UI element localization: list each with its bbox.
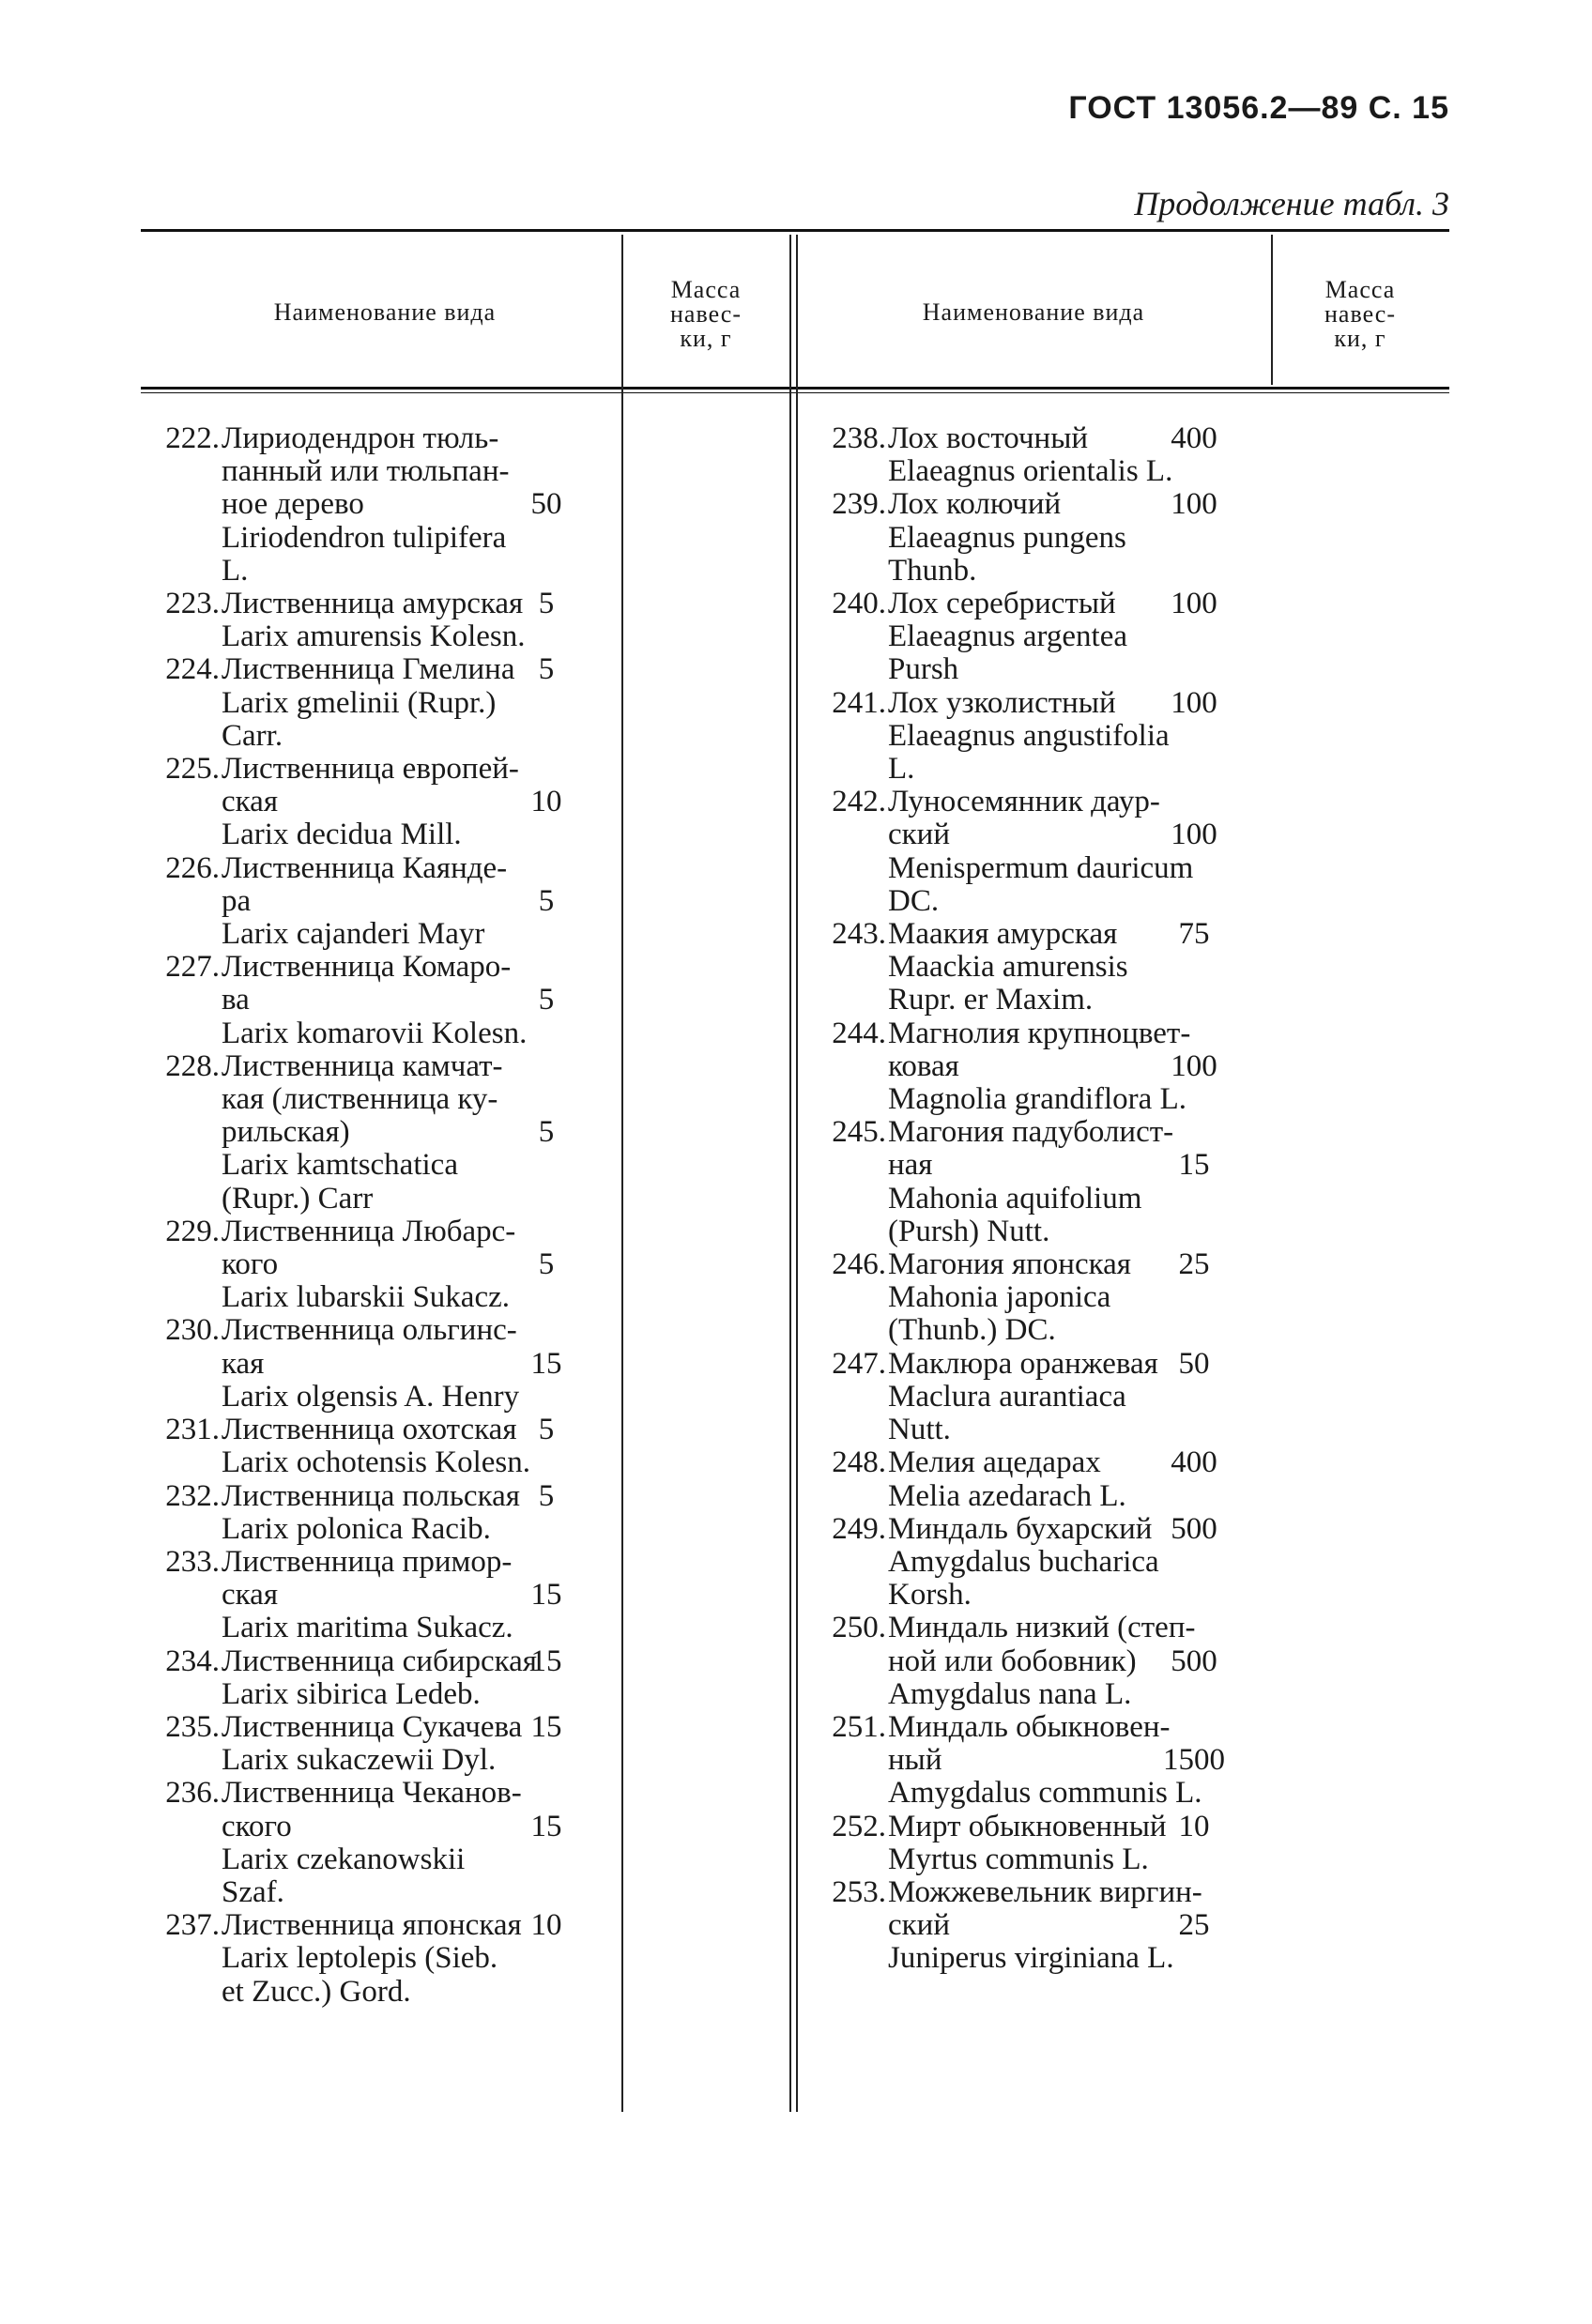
species-number: 251. (832, 1709, 886, 1744)
species-name-line: Лиственница Каянде- (222, 850, 508, 885)
species-name-line: Лиственница польская (222, 1478, 520, 1513)
sample-mass: 25 (1178, 1247, 1210, 1282)
sample-mass: 100 (1171, 1048, 1217, 1083)
species-name-line: ского (222, 1809, 292, 1843)
species-number: 243. (832, 917, 886, 952)
species-number: 247. (832, 1346, 886, 1381)
species-name-line: Larix lubarskii Sukacz. (222, 1280, 510, 1315)
table-header-rule-thin (141, 392, 1449, 393)
species-name-line: ский (888, 818, 950, 852)
left-column (143, 422, 618, 2009)
species-name-line: Korsh. (888, 1578, 972, 1613)
species-name-line: ная (888, 1148, 933, 1183)
sample-mass: 50 (530, 487, 562, 522)
sample-mass: 10 (1178, 1809, 1210, 1843)
species-name-line: (Pursh) Nutt. (888, 1214, 1050, 1248)
table-row (143, 1546, 618, 1645)
species-name-line: Лох колючий (888, 487, 1062, 522)
table-row (143, 1909, 618, 2009)
column-header-name-right: Наименование вида (922, 298, 1145, 326)
sample-mass: 400 (1171, 421, 1217, 455)
species-name-line: Лиственница ольгинс- (222, 1313, 517, 1348)
species-name-line: ская (222, 785, 279, 819)
species-name-line: Larix czekanowskii (222, 1842, 466, 1876)
species-number: 240. (832, 587, 886, 621)
species-number: 226. (165, 850, 220, 885)
species-name-line: (Rupr.) Carr (222, 1181, 374, 1216)
species-number: 245. (832, 1115, 886, 1150)
species-name-line: Лиственница европей- (222, 752, 519, 787)
table-row (143, 852, 618, 952)
species-number: 223. (165, 587, 220, 621)
species-name-line: Larix sibirica Ledeb. (222, 1676, 481, 1711)
sample-mass: 15 (1178, 1148, 1210, 1183)
sample-mass: 5 (538, 1413, 555, 1447)
species-name-line: Larix komarovii Kolesn. (222, 1016, 528, 1050)
species-name-line: Larix leptolepis (Sieb. (222, 1941, 498, 1976)
species-name-line: Mahonia aquifolium (888, 1181, 1142, 1216)
sample-mass: 15 (530, 1809, 562, 1843)
table-row (807, 1513, 1267, 1613)
species-number: 232. (165, 1478, 220, 1513)
species-number: 227. (165, 950, 220, 985)
sample-mass: 500 (1171, 1511, 1217, 1546)
table-continuation-label: Продолжение табл. 3 (1134, 185, 1449, 222)
species-number: 225. (165, 752, 220, 787)
species-name-line: Миндаль низкий (степ- (888, 1611, 1196, 1645)
species-name-line: Juniperus virginiana L. (888, 1941, 1174, 1976)
species-number: 242. (832, 785, 886, 819)
species-name-line: Маакия амурская (888, 917, 1118, 952)
table-row (807, 918, 1267, 1017)
table-header-rule (141, 387, 1449, 390)
species-number: 246. (832, 1247, 886, 1282)
species-name-line: Лиственница Любарс- (222, 1214, 516, 1248)
species-name-line: Лиственница Сукачева (222, 1709, 523, 1744)
species-name-line: Larix cajanderi Mayr (222, 917, 485, 952)
species-name-line: Мирт обыкновенный (888, 1809, 1167, 1843)
sample-mass: 15 (530, 1346, 562, 1381)
species-name-line: Можжевельник виргин- (888, 1874, 1202, 1909)
sample-mass: 25 (1178, 1908, 1210, 1943)
species-number: 236. (165, 1776, 220, 1811)
species-name-line: Rupr. er Maxim. (888, 983, 1094, 1017)
table-row (143, 1414, 618, 1479)
column-header-mass-left: Масса навес- ки, г (670, 276, 742, 352)
table-row (807, 488, 1267, 588)
sample-mass: 5 (538, 1115, 555, 1150)
table-row (807, 588, 1267, 687)
table-row (143, 1711, 618, 1777)
sample-mass: 5 (538, 983, 555, 1017)
sample-mass: 5 (538, 1478, 555, 1513)
table-row (807, 1811, 1267, 1876)
table-row (807, 1348, 1267, 1447)
sample-mass: 5 (538, 883, 555, 918)
species-number: 228. (165, 1048, 220, 1083)
column-header-mass-right: Масса навес- ки, г (1324, 276, 1396, 352)
species-name-line: Лиственница сибирская (222, 1644, 537, 1678)
species-name-line: ковая (888, 1048, 959, 1083)
species-name-line: Maackia amurensis (888, 950, 1128, 985)
species-name-line: Liriodendron tulipifera (222, 520, 507, 555)
table-row (143, 422, 618, 588)
sample-mass: 15 (530, 1578, 562, 1613)
species-name-line: кая (лиственница ку- (222, 1082, 498, 1117)
species-name-line: Maclura aurantiaca (888, 1379, 1126, 1414)
species-name-line: Elaeagnus argentea (888, 619, 1128, 654)
sample-mass: 1500 (1163, 1743, 1225, 1778)
species-name-line: (Thunb.) DC. (888, 1313, 1056, 1348)
species-name-line: Лох серебристый (888, 587, 1116, 621)
table-row (807, 687, 1267, 787)
table-row (143, 951, 618, 1050)
table-row (807, 1116, 1267, 1248)
species-name-line: Carr. (222, 718, 283, 753)
species-name-line: Larix amurensis Kolesn. (222, 619, 526, 654)
species-name-line: Amygdalus bucharica (888, 1544, 1159, 1579)
species-name-line: Лох узколистный (888, 685, 1116, 720)
table-row (143, 588, 618, 653)
table-row (807, 1711, 1267, 1811)
species-name-line: Larix kamtschatica (222, 1148, 458, 1183)
species-name-line: Магония падуболист- (888, 1115, 1174, 1150)
species-name-line: Larix ochotensis Kolesn. (222, 1445, 531, 1480)
species-name-line: Magnolia grandiflora L. (888, 1082, 1186, 1117)
species-name-line: Larix decidua Mill. (222, 818, 462, 852)
species-name-line: Melia azedarach L. (888, 1478, 1126, 1513)
species-number: 249. (832, 1511, 886, 1546)
sample-mass: 5 (538, 652, 555, 687)
species-name-line: Elaeagnus pungens (888, 520, 1126, 555)
table-row (143, 1480, 618, 1546)
species-name-line: Луносемянник даур- (888, 785, 1160, 819)
species-number: 237. (165, 1908, 220, 1943)
sample-mass: 100 (1171, 818, 1217, 852)
species-name-line: Larix polonica Racib. (222, 1511, 491, 1546)
species-name-line: ра (222, 883, 252, 918)
species-name-line: ный (888, 1743, 942, 1778)
species-name-line: ская (222, 1578, 279, 1613)
species-number: 229. (165, 1214, 220, 1248)
table-row (807, 1446, 1267, 1512)
sample-mass: 100 (1171, 587, 1217, 621)
species-name-line: Larix sukaczewii Dyl. (222, 1743, 497, 1778)
species-number: 238. (832, 421, 886, 455)
sample-mass: 500 (1171, 1644, 1217, 1678)
species-name-line: Thunb. (888, 553, 977, 588)
table-row (143, 653, 618, 753)
species-name-line: Nutt. (888, 1413, 951, 1447)
species-name-line: Миндаль бухарский (888, 1511, 1153, 1546)
right-column (807, 422, 1267, 1976)
species-name-line: Мелия ацедарах (888, 1445, 1101, 1480)
species-name-line: Лиственница Гмелина (222, 652, 515, 687)
species-name-line: Маклюра оранжевая (888, 1346, 1158, 1381)
species-name-line: L. (888, 752, 915, 787)
species-name-line: ное дерево (222, 487, 364, 522)
table-row (143, 1777, 618, 1909)
species-name-line: Amygdalus communis L. (888, 1776, 1202, 1811)
species-name-line: Лох восточный (888, 421, 1089, 455)
species-name-line: DC. (888, 883, 940, 918)
species-number: 248. (832, 1445, 886, 1480)
species-number: 239. (832, 487, 886, 522)
species-number: 224. (165, 652, 220, 687)
column-header-name-left: Наименование вида (273, 298, 497, 326)
sample-mass: 15 (530, 1709, 562, 1744)
page-header: ГОСТ 13056.2—89 С. 15 (1068, 90, 1449, 126)
species-name-line: Магнолия крупноцвет- (888, 1016, 1191, 1050)
species-name-line: Лиственница примор- (222, 1544, 513, 1579)
species-number: 230. (165, 1313, 220, 1348)
species-name-line: рильская) (222, 1115, 350, 1150)
species-number: 235. (165, 1709, 220, 1744)
species-name-line: Larix olgensis A. Henry (222, 1379, 520, 1414)
species-name-line: кого (222, 1247, 279, 1282)
sample-mass: 400 (1171, 1445, 1217, 1480)
species-number: 231. (165, 1413, 220, 1447)
species-name-line: L. (222, 553, 249, 588)
sample-mass: 100 (1171, 487, 1217, 522)
species-name-line: Лиственница Чеканов- (222, 1776, 522, 1811)
table-top-rule (141, 229, 1449, 232)
species-number: 233. (165, 1544, 220, 1579)
species-number: 234. (165, 1644, 220, 1678)
species-number: 241. (832, 685, 886, 720)
species-name-line: Лиственница амурская (222, 587, 524, 621)
species-name-line: Menispermum dauricum (888, 850, 1194, 885)
table-row (143, 753, 618, 852)
column-divider (789, 235, 791, 2112)
species-name-line: Elaeagnus orientalis L. (888, 454, 1173, 489)
sample-mass: 10 (530, 1908, 562, 1943)
sample-mass: 15 (530, 1644, 562, 1678)
sample-mass: 10 (530, 785, 562, 819)
species-name-line: ский (888, 1908, 950, 1943)
species-name-line: ной или бобовник) (888, 1644, 1137, 1678)
table-row (807, 1876, 1267, 1976)
species-name-line: Pursh (888, 652, 959, 687)
table-row (807, 786, 1267, 918)
table-row (807, 422, 1267, 488)
species-name-line: Mahonia japonica (888, 1280, 1111, 1315)
table-row (143, 1645, 618, 1711)
species-name-line: Миндаль обыкновен- (888, 1709, 1171, 1744)
column-divider (621, 235, 623, 2112)
table-row (807, 1248, 1267, 1348)
sample-mass: 5 (538, 1247, 555, 1282)
species-name-line: Лириодендрон тюль- (222, 421, 499, 455)
sample-mass: 75 (1178, 917, 1210, 952)
table-row (807, 1612, 1267, 1711)
sample-mass: 100 (1171, 685, 1217, 720)
species-name-line: ва (222, 983, 250, 1017)
species-name-line: Лиственница камчат- (222, 1048, 503, 1083)
species-name-line: Магония японская (888, 1247, 1131, 1282)
sample-mass: 50 (1178, 1346, 1210, 1381)
species-name-line: Myrtus communis L. (888, 1842, 1149, 1876)
table-row (143, 1314, 618, 1414)
species-number: 244. (832, 1016, 886, 1050)
table-row (807, 1017, 1267, 1117)
table-row (143, 1216, 618, 1315)
species-number: 252. (832, 1809, 886, 1843)
species-number: 250. (832, 1611, 886, 1645)
table-row (143, 1050, 618, 1216)
species-name-line: Elaeagnus angustifolia (888, 718, 1170, 753)
sample-mass: 5 (538, 587, 555, 621)
species-name-line: Лиственница Комаро- (222, 950, 512, 985)
column-divider (796, 235, 798, 2112)
species-number: 253. (832, 1874, 886, 1909)
species-name-line: Лиственница охотская (222, 1413, 517, 1447)
species-number: 222. (165, 421, 220, 455)
species-name-line: Larix gmelinii (Rupr.) (222, 685, 497, 720)
species-name-line: панный или тюльпан- (222, 454, 510, 489)
species-name-line: Лиственница японская (222, 1908, 522, 1943)
species-name-line: et Zucc.) Gord. (222, 1974, 411, 2009)
species-name-line: кая (222, 1346, 265, 1381)
species-name-line: Larix maritima Sukacz. (222, 1611, 513, 1645)
species-name-line: Amygdalus nana L. (888, 1676, 1132, 1711)
species-name-line: Szaf. (222, 1874, 284, 1909)
